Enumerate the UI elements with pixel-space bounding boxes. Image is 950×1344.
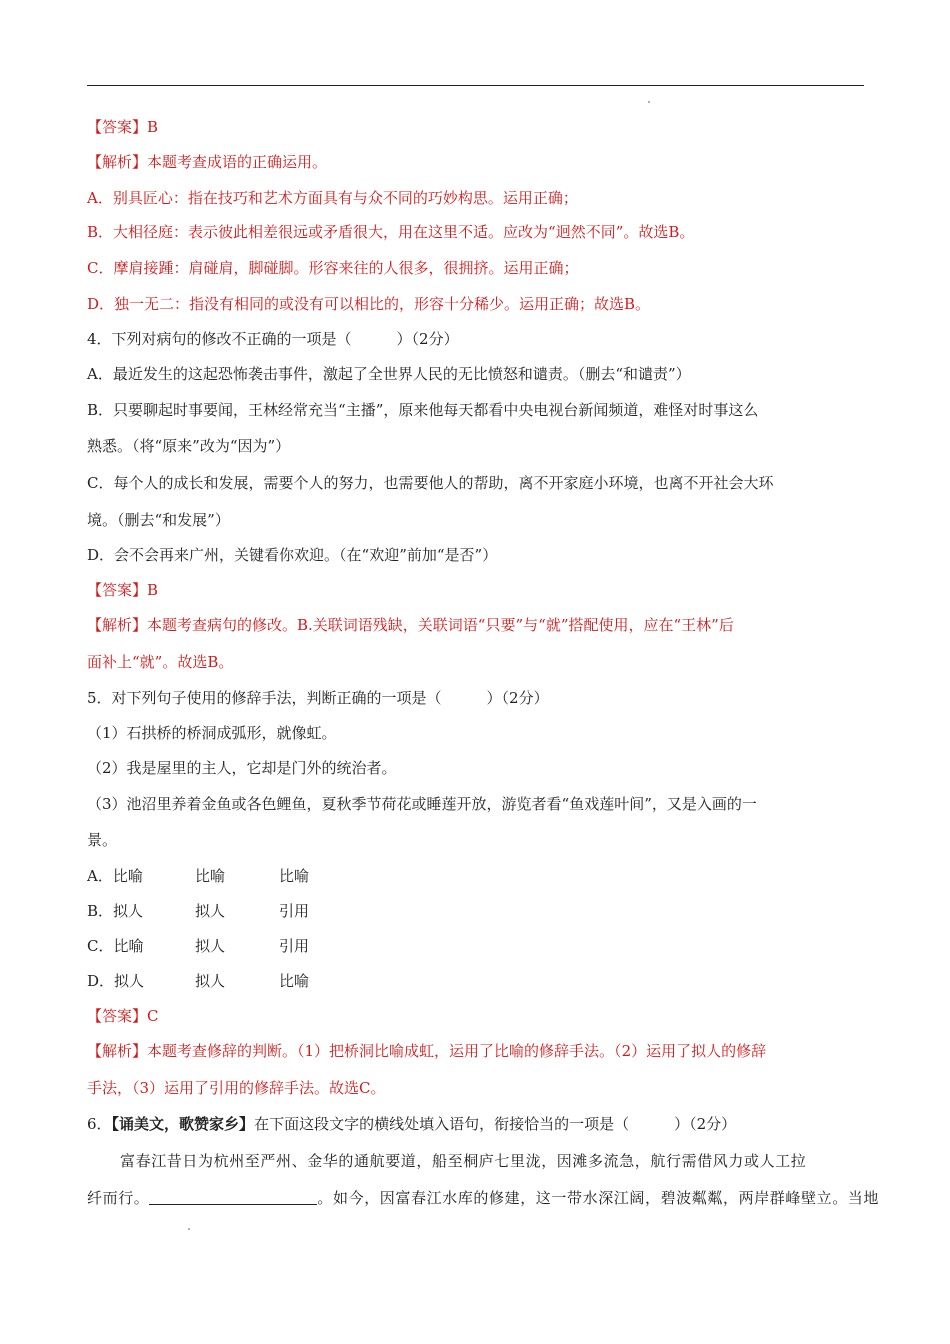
q5-option-c [87, 936, 309, 956]
option-b: 拟人 [195, 902, 226, 920]
option-c: 引用 [279, 902, 310, 920]
q4-analysis [87, 615, 734, 635]
q3-note-d: D．独一无二：指没有相同的或没有可以相比的，形容十分稀少。运用正确；故选B。 [87, 295, 651, 313]
q3-note-a: A．别具匠心：指在技巧和艺术方面具有与众不同的巧妙构思。运用正确； [87, 189, 578, 207]
q5-sentence-1: （1）石拱桥的桥洞成弧形，就像虹。 [87, 724, 337, 742]
q4-stem: 4．下列对病句的修改不正确的一项是（ ）（2分） [87, 330, 459, 348]
q5-analysis-cont: 手法，（3）运用了引用的修辞手法。故选C。 [87, 1079, 386, 1097]
q4-option-a: A．最近发生的这起恐怖袭击事件，激起了全世界人民的无比愤怒和谴责。（删去“和谴责”） [87, 365, 691, 383]
q6-passage-line-1: 富春江昔日为杭州至严州、金华的通航要道，船至桐庐七里泷，因滩多流急，航行需借风力或人工拉 [120, 1152, 807, 1170]
option-c: 比喻 [279, 867, 310, 885]
option-label: B．拟人 [87, 902, 144, 920]
q3-note-c: C．摩肩接踵：肩碰肩，脚碰脚。形容来往的人很多，很拥挤。运用正确； [87, 259, 579, 277]
option-c: 引用 [279, 937, 310, 955]
q3-answer [87, 117, 158, 137]
answer-value: B [147, 581, 159, 599]
q5-stem: 5．对下列句子使用的修辞手法，判断正确的一项是（ ）（2分） [87, 689, 549, 707]
q4-option-b-cont: 熟悉。（将“原来”改为“因为”） [87, 437, 291, 455]
answer-tag: 【答案】 [87, 581, 148, 599]
q5-answer [87, 1006, 159, 1026]
header-rule [87, 85, 864, 86]
q5-option-a [87, 866, 309, 886]
answer-value: B [147, 118, 159, 136]
analysis-text: 本题考查病句的修改。B.关联词语残缺，关联词语“只要”与“就”搭配使用，应在“王林”后 [147, 616, 734, 634]
analysis-tag: 【解析】 [87, 1042, 148, 1060]
q5-sentence-2: （2）我是屋里的主人，它却是门外的统治者。 [87, 759, 397, 777]
q4-option-d: D．会不会再来广州，关键看你欢迎。（在“欢迎”前加“是否”） [87, 546, 498, 564]
q5-sentence-3-cont: 景。 [87, 831, 118, 849]
q4-analysis-cont: 面补上“就”。故选B。 [87, 653, 234, 671]
analysis-tag: 【解析】 [87, 616, 148, 634]
passage-text-b: 。如今，因富春江水库的修建，这一带水深江阔，碧波粼粼，两岸群峰壁立。当地 [317, 1189, 880, 1207]
analysis-text: 本题考查成语的正确运用。 [147, 153, 328, 171]
q5-option-b [87, 901, 309, 921]
option-b: 拟人 [195, 972, 226, 990]
q6-passage-line-2 [87, 1188, 879, 1208]
question-text: 在下面这段文字的横线处填入语句，衔接恰当的一项是（ ）（2分） [254, 1115, 737, 1133]
q5-option-d [87, 971, 309, 991]
passage-text-a: 纤而行。 [87, 1189, 150, 1207]
q6-stem [87, 1114, 736, 1134]
option-label: D．拟人 [87, 972, 145, 990]
option-label: C．比喻 [87, 937, 144, 955]
q4-option-c-cont: 境。（删去“和发展”） [87, 511, 230, 529]
analysis-tag: 【解析】 [87, 153, 148, 171]
answer-value: C [147, 1007, 159, 1025]
question-theme: 【诵美文，歌赞家乡】 [111, 1115, 255, 1133]
q4-answer [87, 580, 158, 600]
option-b: 比喻 [195, 867, 226, 885]
answer-tag: 【答案】 [87, 118, 148, 136]
q3-note-b: B．大相径庭：表示彼此相差很远或矛盾很大，用在这里不适。应改为“迥然不同”。故选B。 [87, 223, 695, 241]
question-number: 6． [87, 1115, 112, 1133]
q5-analysis [87, 1041, 766, 1061]
q3-analysis [87, 152, 327, 172]
analysis-text: 本题考查修辞的判断。（1）把桥洞比喻成虹，运用了比喻的修辞手法。（2）运用了拟人的修辞 [147, 1042, 767, 1060]
fill-blank [149, 1190, 317, 1205]
option-label: A．比喻 [87, 867, 143, 885]
decorative-dot [648, 101, 650, 103]
option-c: 比喻 [279, 972, 310, 990]
q4-option-c: C．每个人的成长和发展，需要个人的努力，也需要他人的帮助，离不开家庭小环境，也离不开社会大环 [87, 474, 774, 492]
option-b: 拟人 [195, 937, 226, 955]
decorative-dot [188, 1228, 190, 1230]
q4-option-b: B．只要聊起时事要闻，王林经常充当“主播”，原来他每天都看中央电视台新闻频道，难怪对时事这么 [87, 401, 759, 419]
answer-tag: 【答案】 [87, 1007, 148, 1025]
q5-sentence-3: （3）池沼里养着金鱼或各色鲤鱼，夏秋季节荷花或睡莲开放，游览者看“鱼戏莲叶间”，又是入画的一 [87, 795, 757, 813]
